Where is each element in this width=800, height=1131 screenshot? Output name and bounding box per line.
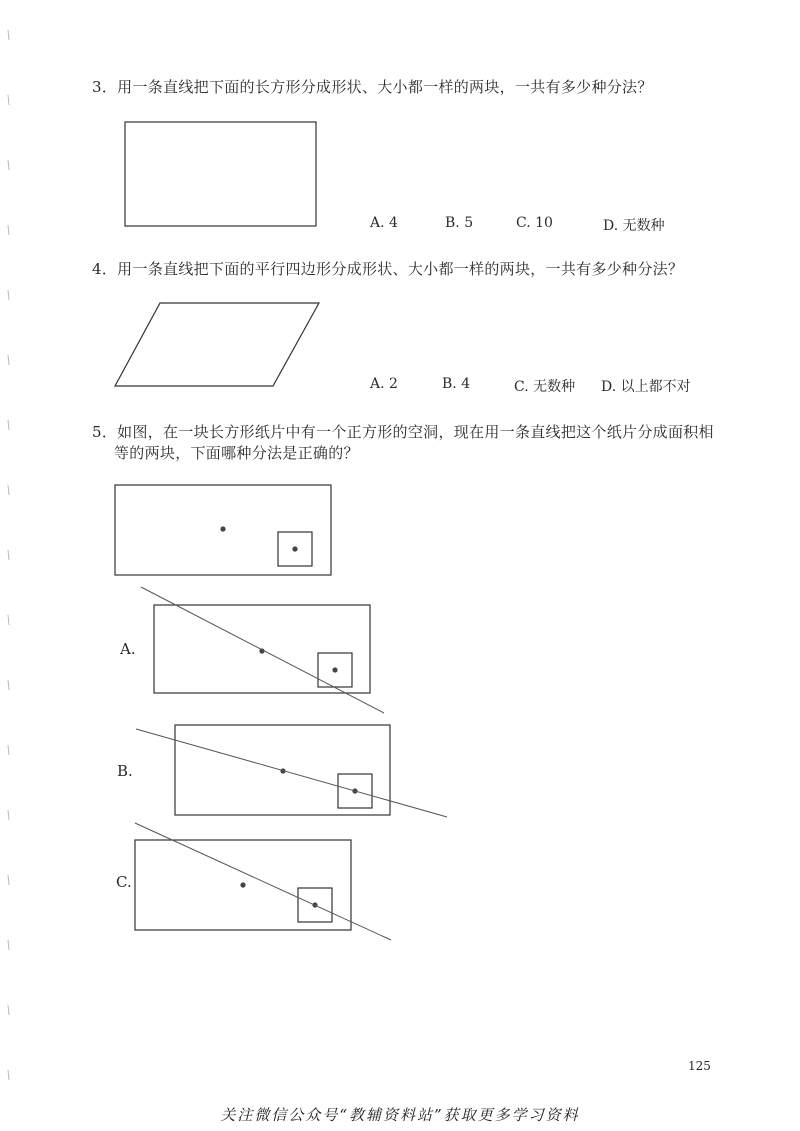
question-3-text: 3．用一条直线把下面的长方形分成形状、大小都一样的两块，一共有多少种分法？ xyxy=(92,78,653,96)
choice-b-label[interactable]: B. xyxy=(117,762,133,780)
footer-watermark-text: 关注微信公众号“教辅资料站”获取更多学习资料 xyxy=(220,1106,580,1124)
question-4-option-b[interactable]: B. 4 xyxy=(442,376,471,392)
page-number: 125 xyxy=(688,1059,711,1073)
question-5-text-line1: 5．如图，在一块长方形纸片中有一个正方形的空洞，现在用一条直线把这个纸片分成面积相 xyxy=(92,423,714,441)
question-5-text-line2: 等的两块，下面哪种分法是正确的？ xyxy=(114,444,359,462)
question-4-text: 4．用一条直线把下面的平行四边形分成形状、大小都一样的两块，一共有多少种分法？ xyxy=(92,260,684,278)
question-4-option-d[interactable]: D. 以上都不对 xyxy=(601,379,691,395)
question-3-option-b[interactable]: B. 5 xyxy=(445,215,474,231)
question-3-option-c[interactable]: C. 10 xyxy=(516,215,553,231)
question-4-option-a[interactable]: A. 2 xyxy=(370,376,398,392)
choice-a-label[interactable]: A. xyxy=(120,640,136,658)
question-4-option-c[interactable]: C. 无数种 xyxy=(514,379,576,395)
question-3-option-d[interactable]: D. 无数种 xyxy=(603,218,665,234)
rectangle-center-dot xyxy=(240,882,245,887)
question-3-option-a[interactable]: A. 4 xyxy=(370,215,398,231)
choice-c-label[interactable]: C. xyxy=(116,873,132,891)
